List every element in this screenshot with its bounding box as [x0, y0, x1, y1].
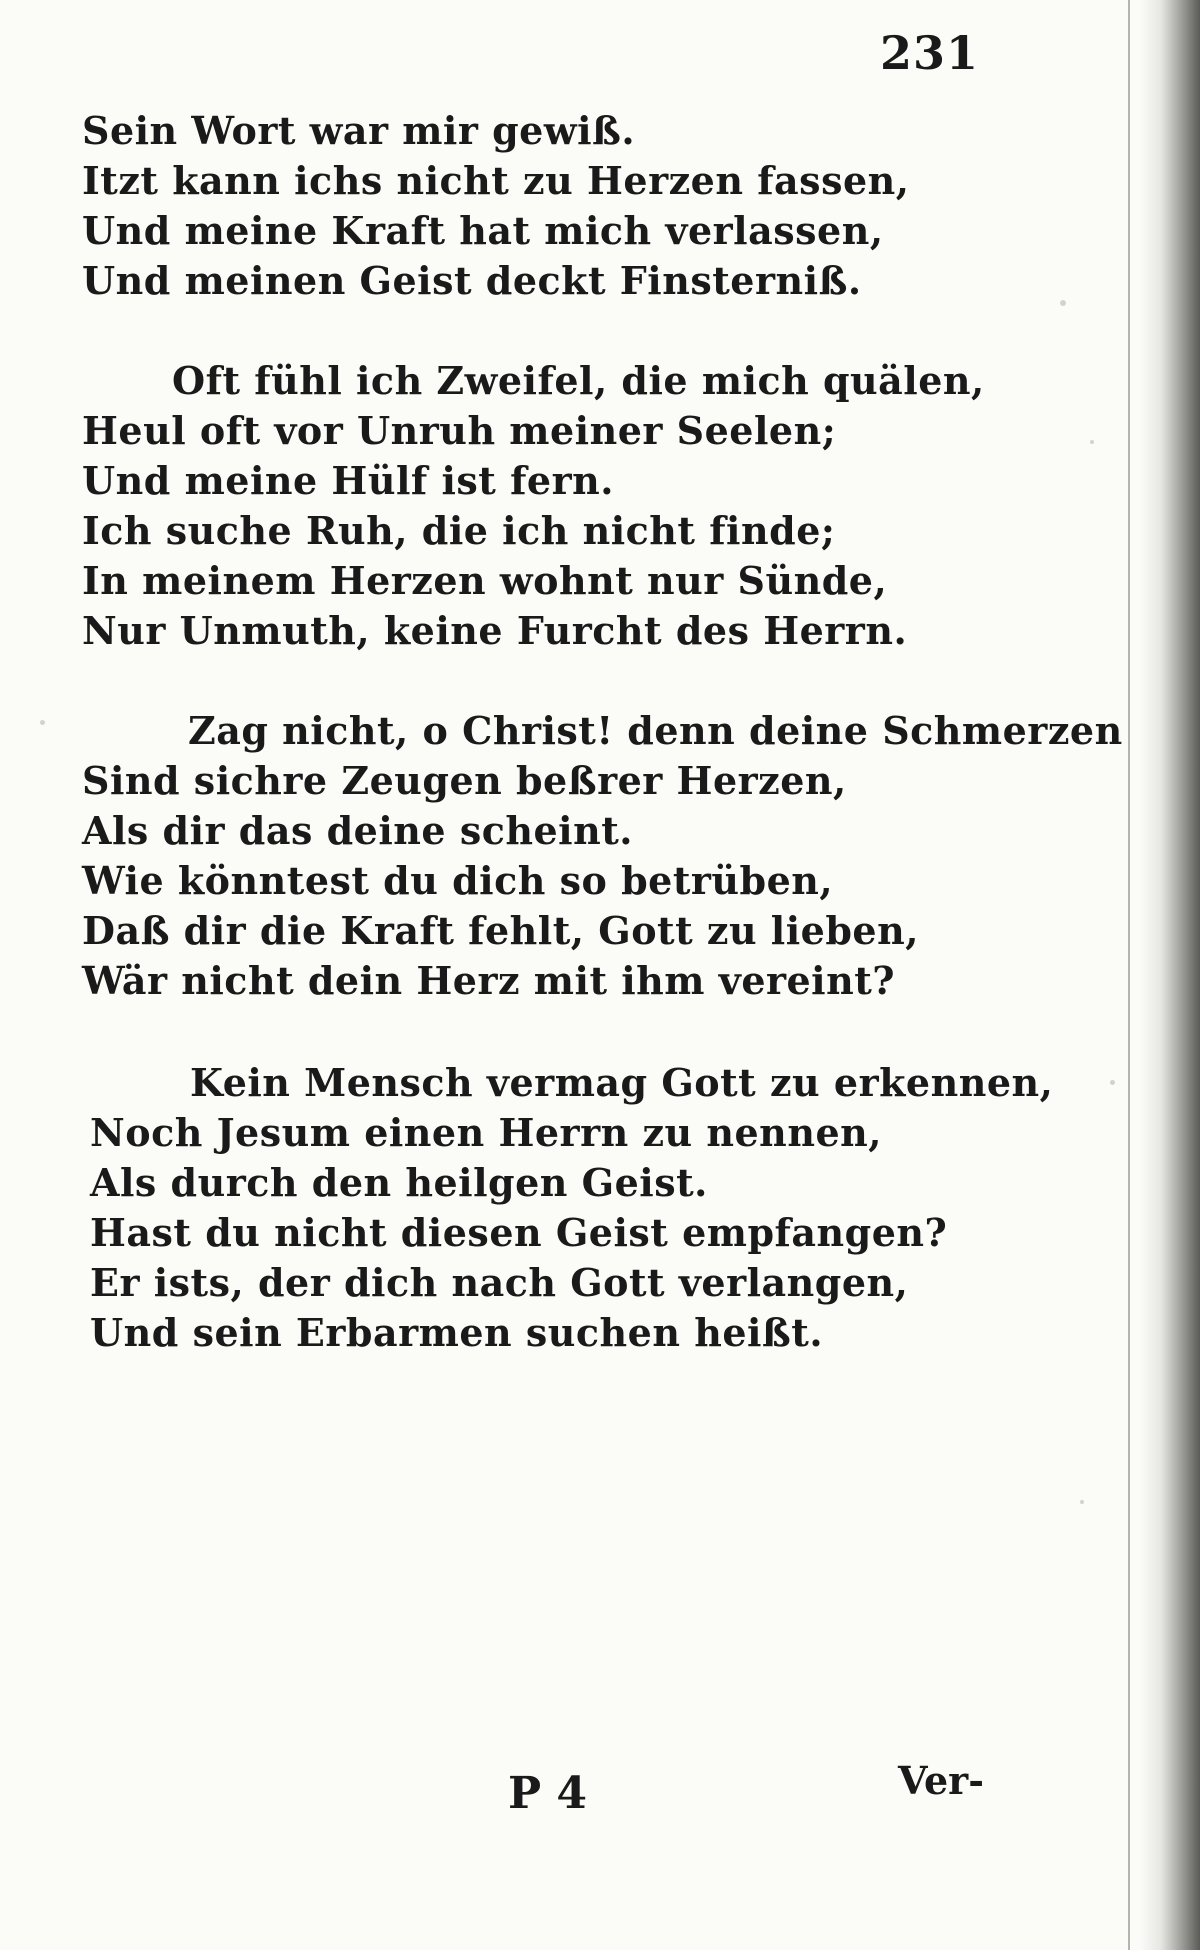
signature-mark: P 4	[508, 1768, 588, 1819]
verse-line: Als dir das deine scheint.	[82, 808, 634, 853]
paper-speck	[1090, 440, 1094, 444]
verse-line: Sind sichre Zeugen beßrer Herzen,	[82, 758, 847, 803]
verse-line: Noch Jesum einen Herrn zu nennen,	[90, 1110, 882, 1155]
verse-line: Zag nicht, o Christ! denn deine Schmerzen	[188, 708, 1123, 753]
paper-speck	[1110, 1080, 1115, 1085]
verse-line: Und meine Hülf ist fern.	[82, 458, 614, 503]
verse-line: Er ists, der dich nach Gott verlangen,	[90, 1260, 909, 1305]
binding-line	[1128, 0, 1130, 1950]
verse-line: Ich suche Ruh, die ich nicht finde;	[82, 508, 836, 553]
verse-line: In meinem Herzen wohnt nur Sünde,	[82, 558, 888, 603]
binding-edge	[1140, 0, 1200, 1950]
verse-line: Hast du nicht diesen Geist empfangen?	[90, 1210, 948, 1255]
verse-line: Daß dir die Kraft fehlt, Gott zu lieben,	[82, 908, 919, 953]
verse-line: Itzt kann ichs nicht zu Herzen fassen,	[82, 158, 910, 203]
verse-line: Wie könntest du dich so betrüben,	[82, 858, 834, 903]
verse-line: Wär nicht dein Herz mit ihm vereint?	[82, 958, 896, 1003]
verse-line: Und sein Erbarmen suchen heißt.	[90, 1310, 824, 1355]
page-number: 231	[880, 26, 980, 80]
verse-line: Und meinen Geist deckt Finsterniß.	[82, 258, 862, 303]
verse-line: Oft fühl ich Zweifel, die mich quälen,	[172, 358, 985, 403]
verse-line: Nur Unmuth, keine Furcht des Herrn.	[82, 608, 908, 653]
verse-line: Als durch den heilgen Geist.	[90, 1160, 708, 1205]
verse-line: Heul oft vor Unruh meiner Seelen;	[82, 408, 837, 453]
paper-speck	[1060, 300, 1066, 306]
catchword: Ver-	[898, 1758, 984, 1803]
verse-line: Kein Mensch vermag Gott zu erkennen,	[190, 1060, 1054, 1105]
verse-line: Und meine Kraft hat mich verlassen,	[82, 208, 884, 253]
paper-speck	[40, 720, 45, 725]
paper-speck	[1080, 1500, 1084, 1504]
verse-line: Sein Wort war mir gewiß.	[82, 108, 636, 153]
